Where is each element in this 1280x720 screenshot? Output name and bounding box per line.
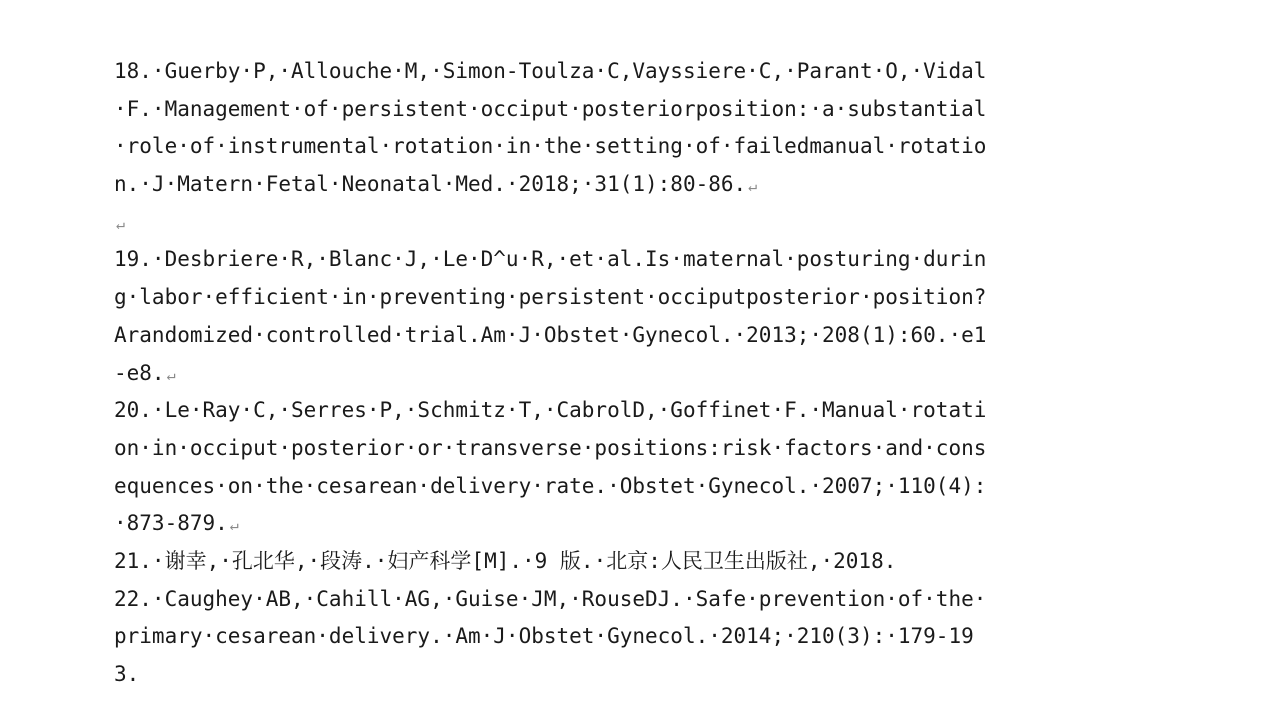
text-line[interactable] xyxy=(114,505,1124,543)
text-line[interactable] xyxy=(114,355,1124,393)
line-text: 21.·谢幸,·孔北华,·段涛.·妇产科学[M].·9 版.·北京:人民卫生出版社,·2018. xyxy=(114,548,897,573)
text-line[interactable] xyxy=(114,656,1124,694)
text-line[interactable] xyxy=(114,468,1124,506)
line-text: 19.·Desbriere·R,·Blanc·J,·Le·D^u·R,·et·al.Is·maternal·posturing·durin xyxy=(114,247,987,272)
reference-list[interactable] xyxy=(114,53,1124,694)
line-text: g·labor·efficient·in·preventing·persistent·occiputposterior·position? xyxy=(114,285,987,310)
line-text: ·F.·Management·of·persistent·occiput·posteriorposition:·a·substantial xyxy=(114,96,987,121)
line-text: ·role·of·instrumental·rotation·in·the·setting·of·failedmanual·rotatio xyxy=(114,134,987,159)
line-text: n.·J·Matern·Fetal·Neonatal·Med.·2018;·31(1):80-86. xyxy=(114,172,747,197)
text-line[interactable] xyxy=(114,317,1124,355)
text-line[interactable] xyxy=(114,166,1124,204)
paragraph-mark-icon: ↵ xyxy=(116,214,126,233)
line-text: 20.·Le·Ray·C,·Serres·P,·Schmitz·T,·CabrolD,·Goffinet·F.·Manual·rotati xyxy=(114,398,987,423)
text-line[interactable] xyxy=(114,128,1124,166)
text-line[interactable] xyxy=(114,543,1124,581)
text-line[interactable] xyxy=(114,91,1124,129)
text-line[interactable] xyxy=(114,392,1124,430)
paragraph-mark-icon: ↵ xyxy=(166,365,176,384)
text-line[interactable] xyxy=(114,279,1124,317)
line-text: primary·cesarean·delivery.·Am·J·Obstet·Gynecol.·2014;·210(3):·179-19 xyxy=(114,624,974,649)
text-line[interactable] xyxy=(114,53,1124,91)
paragraph-mark-icon: ↵ xyxy=(748,177,758,196)
text-line[interactable] xyxy=(114,204,1124,242)
line-text: equences·on·the·cesarean·delivery·rate.·Obstet·Gynecol.·2007;·110(4): xyxy=(114,473,987,498)
line-text: 3. xyxy=(114,662,140,686)
line-text: ·873-879. xyxy=(114,511,228,536)
text-line[interactable] xyxy=(114,618,1124,656)
line-text: on·in·occiput·posterior·or·transverse·positions:risk·factors·and·cons xyxy=(114,435,987,460)
text-line[interactable] xyxy=(114,581,1124,619)
line-text: -e8. xyxy=(114,360,165,385)
line-text: 22.·Caughey·AB,·Cahill·AG,·Guise·JM,·RouseDJ.·Safe·prevention·of·the· xyxy=(114,586,987,611)
line-text: Arandomized·controlled·trial.Am·J·Obstet·Gynecol.·2013;·208(1):60.·e1 xyxy=(114,322,987,347)
paragraph-mark-icon: ↵ xyxy=(229,516,239,535)
text-line[interactable] xyxy=(114,430,1124,468)
text-line[interactable] xyxy=(114,241,1124,279)
line-text: 18.·Guerby·P,·Allouche·M,·Simon-Toulza·C,Vayssiere·C,·Parant·O,·Vidal xyxy=(114,59,987,83)
